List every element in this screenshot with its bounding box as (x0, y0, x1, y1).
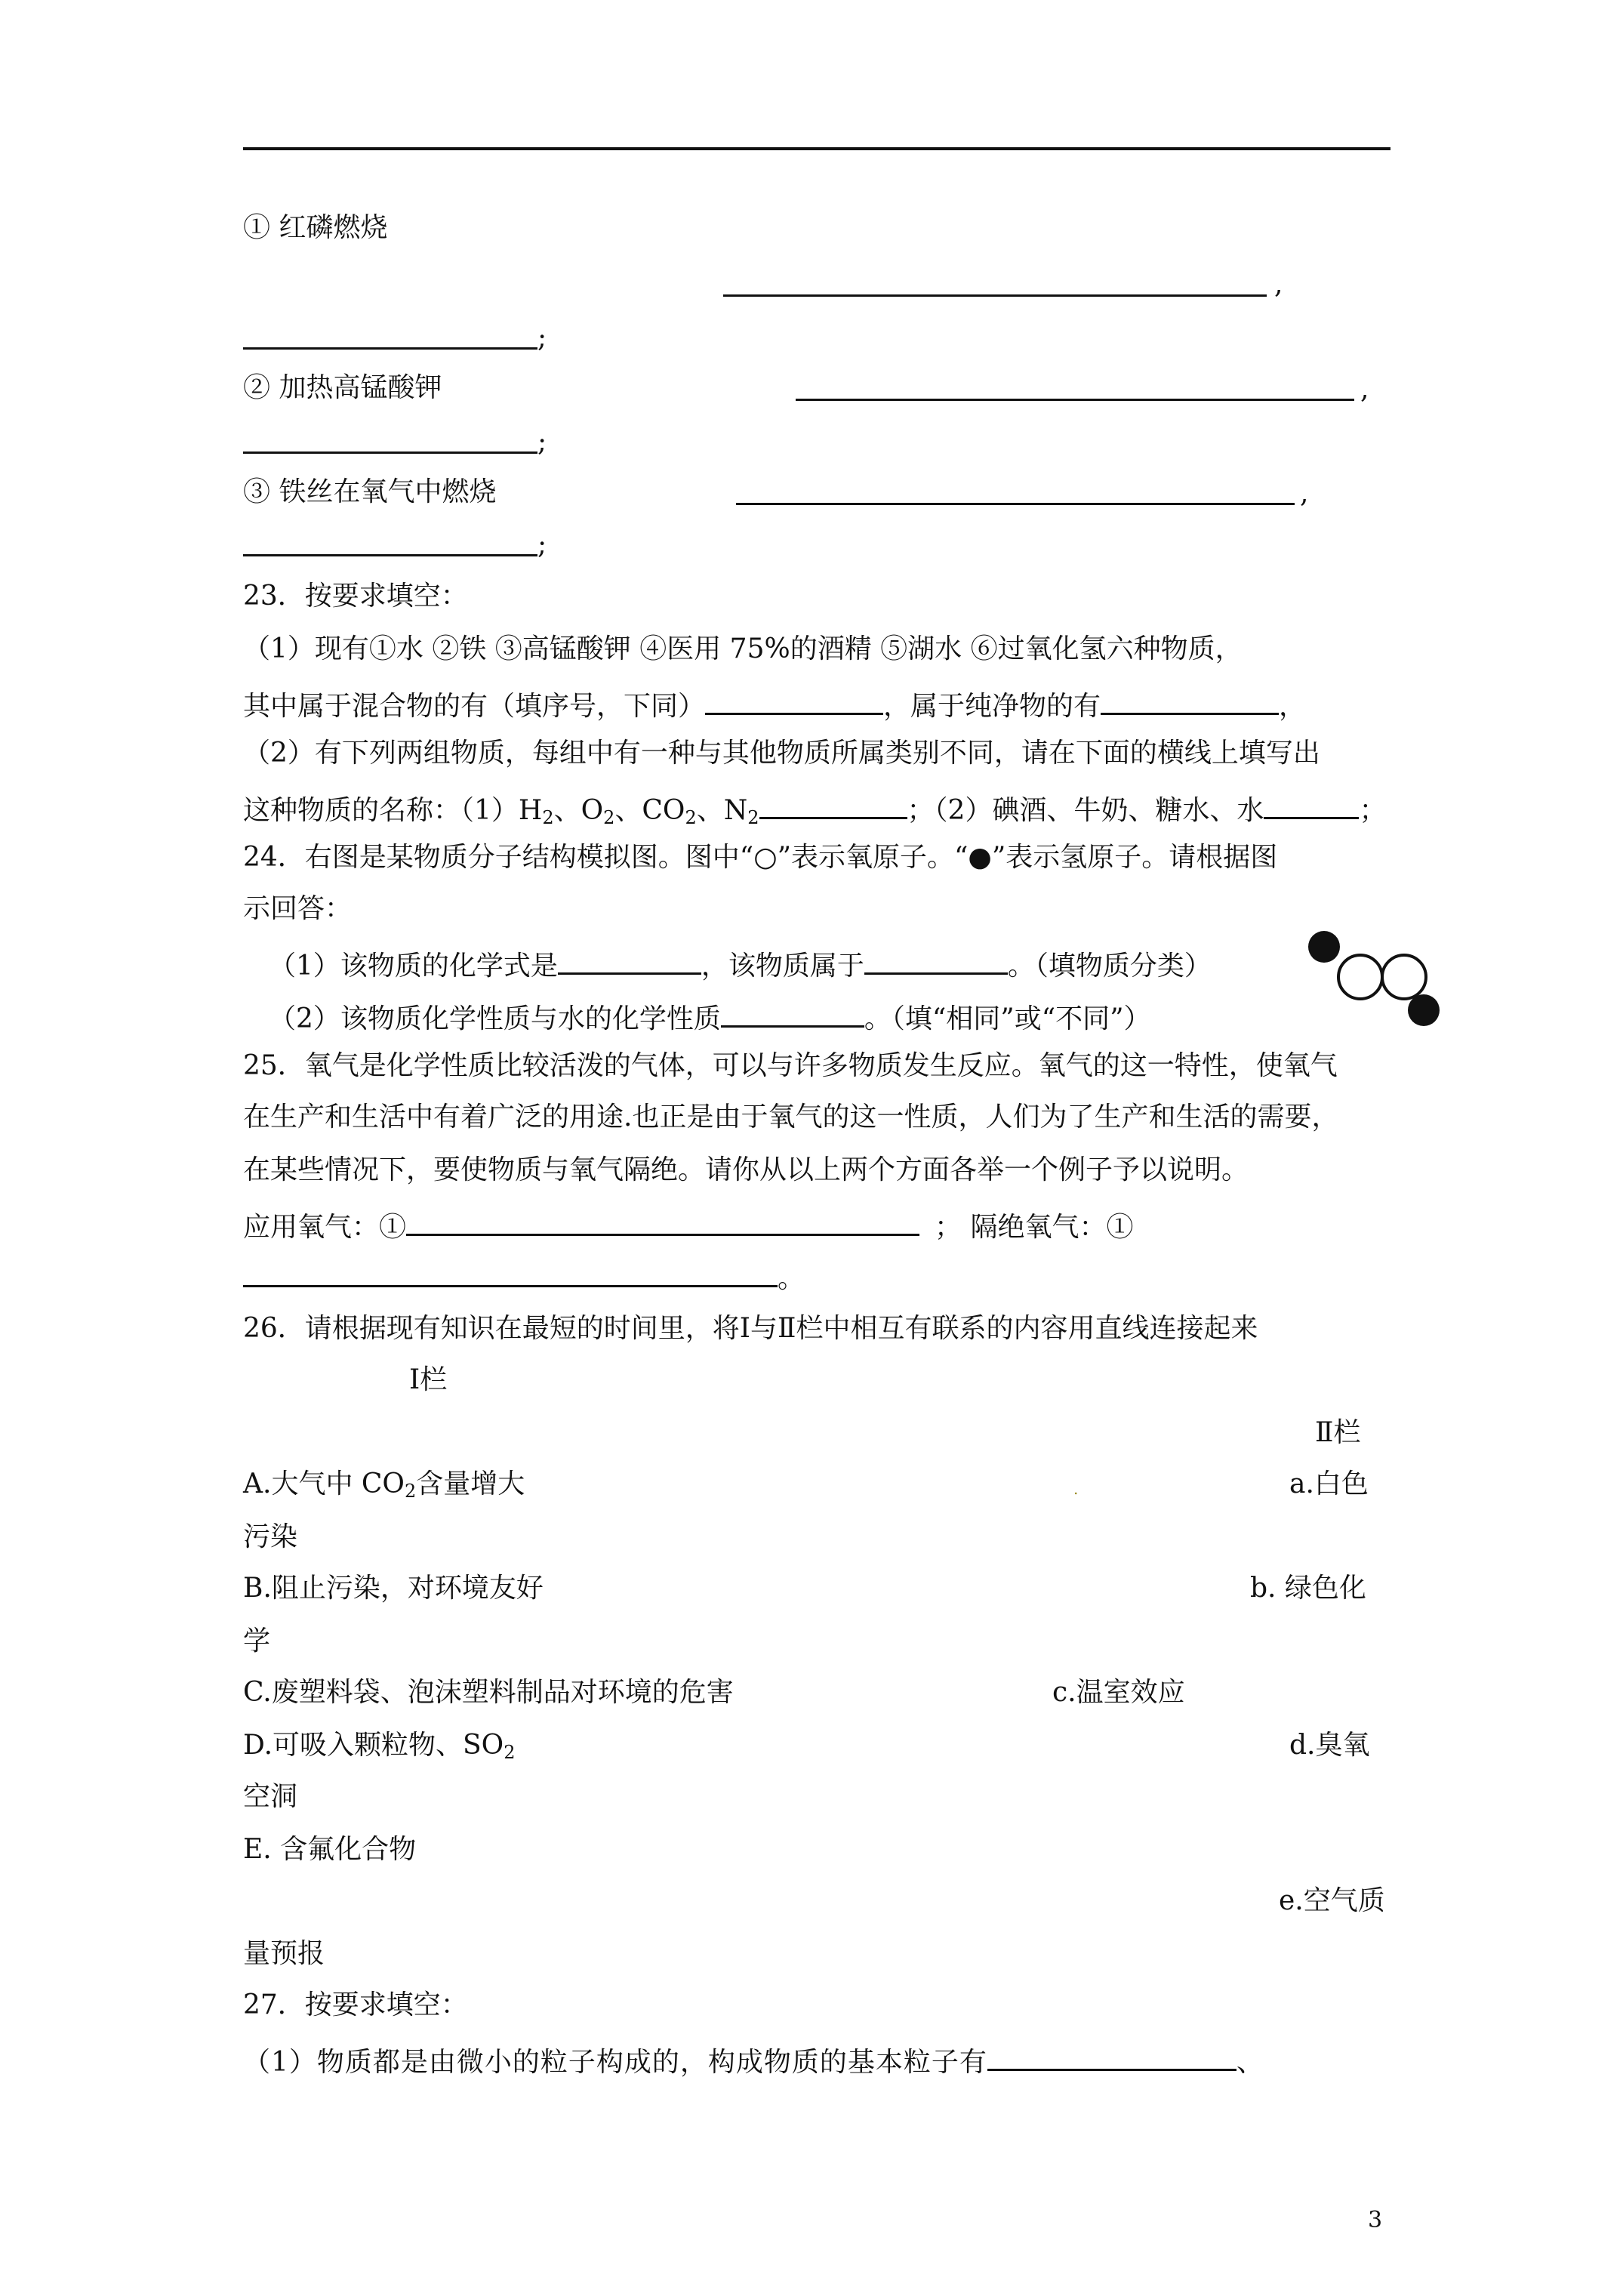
q25-line-4 (243, 1205, 1133, 1244)
q23-line-2-text-c: ， (1279, 691, 1307, 722)
molecule-model-diagram (1300, 927, 1443, 1033)
q23-group-2-blank[interactable] (1264, 788, 1359, 819)
q25-line-1: 25．氧气是化学性质比较活泼的气体，可以与许多物质发生反应。氧气的这一特性，使氧气 (243, 1050, 1338, 1081)
q23-line-4 (243, 788, 1386, 827)
q23-line-4-text-e: ；（2）碘酒、牛奶、糖水、水 (907, 795, 1264, 826)
q22-item-2-semicolon: ; (537, 427, 547, 458)
q27-line-1 (243, 2040, 1264, 2079)
q26-title: 26．请根据现有知识在最短的时间里，将Ⅰ与Ⅱ栏中相互有联系的内容用直线连接起来 (243, 1313, 1258, 1344)
header-rule (243, 147, 1390, 150)
q23-pure-blank[interactable] (1101, 684, 1279, 715)
q24-line-4-text-b: 。（填“相同”或“不同”） (864, 1003, 1151, 1034)
q22-item-1-blank-2[interactable] (243, 347, 537, 350)
q27-line-1-end: 、 (1236, 2047, 1264, 2078)
hydrogen-atom (1308, 931, 1340, 963)
q23-line-4-text-f: ； (1359, 795, 1387, 826)
q22-item-3-comma: , (1300, 478, 1309, 509)
q26-item-A (243, 1468, 525, 1501)
q24-line-1: 24．右图是某物质分子结构模拟图。图中“○”表示氧原子。“●”表示氢原子。请根据图 (243, 842, 1278, 873)
page-number: 3 (1368, 2207, 1383, 2233)
oxygen-atom (1338, 955, 1382, 999)
subscript: 2 (603, 807, 615, 828)
q22-item-2-blank-2[interactable] (243, 451, 537, 454)
q26-item-d-line-1: d.臭氧 (1289, 1730, 1370, 1761)
q26-item-c: c.温室效应 (1052, 1677, 1185, 1708)
stray-dot: . (1073, 1480, 1079, 1498)
q23-group-1-blank[interactable] (759, 788, 907, 819)
q25-period: 。 (778, 1263, 805, 1294)
q24-line-3-text-b: ，该物质属于 (701, 951, 864, 982)
q26-item-a-line-1: a.白色 (1289, 1469, 1369, 1499)
q22-item-1-blank-1[interactable] (723, 294, 1267, 297)
q27-line-1-text: （1）物质都是由微小的粒子构成的，构成物质的基本粒子有 (243, 2047, 987, 2078)
q26-item-D-text: D.可吸入颗粒物、SO (243, 1730, 504, 1761)
q23-line-2 (243, 684, 1306, 723)
q22-item-2-label: ② 加热高锰酸钾 (243, 372, 442, 403)
q25-line-2: 在生产和生活中有着广泛的用途.也正是由于氧气的这一性质，人们为了生产和生活的需要， (243, 1102, 1339, 1133)
q26-item-e-line-2: 量预报 (243, 1938, 325, 1969)
q23-line-2-text-a: 其中属于混合物的有（填序号，下同） (243, 691, 706, 722)
q27-particle-blank[interactable] (987, 2040, 1236, 2071)
q24-category-blank[interactable] (864, 944, 1008, 975)
q22-item-1-comma: , (1274, 269, 1283, 300)
q26-column-1-header: Ⅰ栏 (409, 1364, 448, 1395)
q26-item-E: E. 含氟化合物 (243, 1834, 417, 1865)
q27-title: 27．按要求填空： (243, 1989, 468, 2020)
q24-line-3-text-a: （1）该物质的化学式是 (269, 951, 558, 982)
q23-line-4-text-c: 、CO (614, 795, 685, 826)
q26-item-b-line-2: 学 (243, 1626, 271, 1657)
q23-line-4-text-b: 、O (553, 795, 604, 826)
q26-column-2-header: Ⅱ栏 (1315, 1417, 1361, 1448)
q25-line-3: 在某些情况下，要使物质与氧气隔绝。请你从以上两个方面各举一个例子予以说明。 (243, 1154, 1249, 1185)
q22-item-3-semicolon: ; (537, 529, 547, 560)
q26-item-D (243, 1729, 515, 1762)
q23-mixture-blank[interactable] (705, 684, 883, 715)
q25-apply-label: 应用氧气：① (243, 1212, 407, 1243)
subscript: 2 (685, 807, 697, 828)
q22-item-2-comma: , (1360, 374, 1369, 405)
q25-line-5 (243, 1256, 805, 1296)
q23-line-4-text-d: 、N (696, 795, 748, 826)
q26-item-d-line-2: 空洞 (243, 1781, 298, 1812)
q24-property-blank[interactable] (721, 997, 864, 1028)
q24-line-4-text-a: （2）该物质化学性质与水的化学性质 (269, 1003, 721, 1034)
q26-item-A-text-b: 含量增大 (416, 1469, 525, 1499)
q25-isolate-blank[interactable] (243, 1256, 778, 1287)
q24-line-4 (269, 997, 1151, 1036)
subscript: 2 (542, 807, 554, 828)
q25-apply-blank[interactable] (406, 1205, 919, 1236)
oxygen-atom (1382, 955, 1426, 999)
q23-line-3: （2）有下列两组物质，每组中有一种与其他物质所属类别不同，请在下面的横线上填写出 (243, 738, 1320, 769)
q23-title: 23．按要求填空： (243, 581, 468, 612)
q26-item-A-text-a: A.大气中 CO (243, 1469, 405, 1499)
subscript: 2 (504, 1742, 516, 1763)
q22-item-3-blank-2[interactable] (243, 554, 537, 556)
q26-item-C: C.废塑料袋、泡沫塑料制品对环境的危害 (243, 1677, 734, 1708)
q23-line-2-text-b: ，属于纯净物的有 (883, 691, 1101, 722)
q22-item-1-semicolon: ; (537, 322, 547, 353)
q23-line-4-text-a: 这种物质的名称：（1）H (243, 795, 543, 826)
subscript: 2 (404, 1481, 417, 1502)
q24-line-2: 示回答： (243, 893, 353, 924)
q22-item-3-blank-1[interactable] (736, 503, 1295, 505)
q26-item-b-line-1: b. 绿色化 (1250, 1573, 1366, 1604)
q26-item-e-line-1: e.空气质 (1279, 1885, 1385, 1916)
q24-line-3 (269, 944, 1212, 983)
hydrogen-atom (1408, 994, 1440, 1026)
q22-item-1-label: ① 红磷燃烧 (243, 212, 388, 243)
q23-line-1: （1）现有①水 ②铁 ③高锰酸钾 ④医用 75%的酒精 ⑤湖水 ⑥过氧化氢六种物质， (243, 633, 1243, 664)
q22-item-3-label: ③ 铁丝在氧气中燃烧 (243, 476, 497, 507)
q24-line-3-text-c: 。（填物质分类） (1007, 951, 1212, 982)
q22-item-2-blank-1[interactable] (796, 399, 1354, 401)
q24-formula-blank[interactable] (558, 944, 701, 975)
q26-item-B: B.阻止污染，对环境友好 (243, 1573, 544, 1604)
subscript: 2 (747, 807, 759, 828)
q25-isolate-label: ； 隔绝氧气：① (935, 1212, 1134, 1243)
q26-item-a-line-2: 污染 (243, 1521, 298, 1552)
